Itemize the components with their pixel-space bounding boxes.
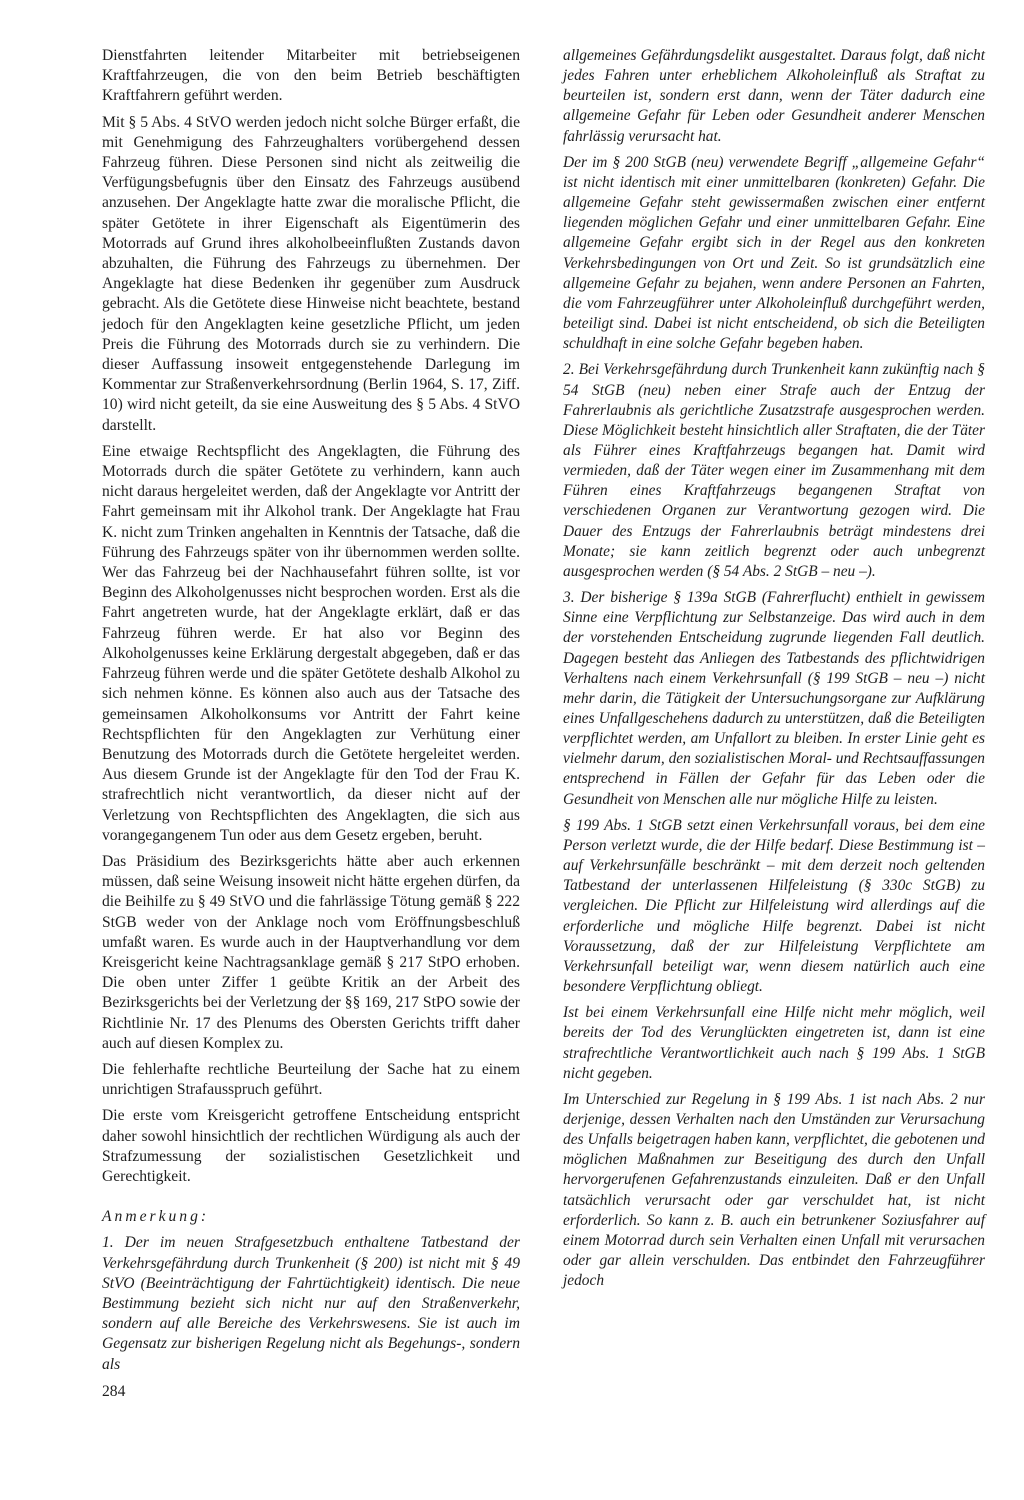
left-column — [102, 46, 520, 1381]
left-paragraph-4: Das Präsidium des Bezirksgerichts hätte aber auch erkennen müssen, daß seine Weisung insoweit nicht hätte ergehen dürfen, da die Beihilfe zu § 49 StVO und die fahrlässige Tötung gemäß § 222 StGB weder von der Anklage noch vom Eröffnungsbeschluß umfaßt waren. Es wurde auch in der Hauptverhandlung vor dem Kreisgericht keine Nachtragsanklage gemäß § 217 StPO erhoben. Die oben unter Ziffer 1 geübte Kritik an der Arbeit des Bezirksgerichts bei der Verletzung der §§ 169, 217 StPO sowie der Richtlinie Nr. 17 des Plenums des Obersten Gerichts trifft daher auch auf diesen Komplex zu. — [102, 852, 520, 1052]
left-paragraph-5: Die fehlerhafte rechtliche Beurteilung der Sache hat zu einem unrichtigen Strafausspruch geführt. — [102, 1060, 520, 1099]
right-paragraph-4: 3. Der bisherige § 139a StGB (Fahrerflucht) enthielt in gewissem Sinne eine Verpflichtung zur Selbstanzeige. Das wird auch in dem der vorstehenden Entscheidung zugrunde liegenden Fall deutlich. Dagegen besteht das Anliegen des Tatbestands des pflichtwidrigen Verhaltens nach einem Verkehrsunfall (§ 199 StGB – neu –) nicht mehr darin, die Tätigkeit der Untersuchungsorgane zur Aufklärung eines Unfallgeschehens dadurch zu unterstützen, daß die Beteiligten verpflichtet werden, am Unfallort zu bleiben. In erster Linie geht es vielmehr darum, den sozialistischen Moral- und Rechtsauffassungen entsprechend in Fällen der Gefahr für das Leben oder die Gesundheit von Menschen alle nur mögliche Hilfe zu leisten. — [563, 589, 985, 808]
left-paragraph-6: Die erste vom Kreisgericht getroffene Entscheidung entspricht daher sowohl hinsichtlich der rechtlichen Würdigung als auch der Strafzumessung der sozialistischen Gesetzlichkeit und Gerechtigkeit. — [102, 1107, 520, 1185]
annotation-heading: Anmerkung: — [102, 1208, 210, 1226]
left-paragraph-2: Mit § 5 Abs. 4 StVO werden jedoch nicht solche Bürger erfaßt, die mit Genehmigung des Fahrzeughalters vorübergehend dessen Fahrzeug führen. Diese Personen sind nicht als zeitweilig die Verfügungsbefugnis über den Einsatz des Fahrzeugs ausübend anzusehen. Der Angeklagte hatte zwar die moralische Pflicht, die später Getötete in ihrer Eigenschaft als Eigentümerin des Motorrads auf Grund ihres alkoholbeeinflußten Zustands davon abzuhalten, die Führung des Fahrzeugs zu übernehmen. Der Angeklagte hat diese Bedenken ihr gegenüber zum Ausdruck gebracht. Als die Getötete diese Hinweise nicht beachtete, bestand jedoch für den Angeklagten keine gesetzliche Pflicht, um jeden Preis die Führung des Motorrads durch sie zu verhindern. Die dieser Auffassung insoweit entgegenstehende Darlegung im Kommentar zur Straßenverkehrsordnung (Berlin 1964, S. 17, Ziff. 10) wird nicht geteilt, da sie eine Ausweitung des § 5 Abs. 4 StVO darstellt. — [102, 113, 520, 434]
right-paragraph-7: Im Unterschied zur Regelung in § 199 Abs. 1 ist nach Abs. 2 nur derjenige, dessen Verhalten nach den Umständen zur Verursachung des Unfalls beigetragen haben kann, verpflichtet, die gebotenen und möglichen Maßnahmen zur Beseitigung des durch den Unfall hervorgerufenen Gefahrenzustands einzuleiten. Daß er den Unfall tatsächlich verursacht oder gar verschuldet hat, ist nicht erforderlich. So kann z. B. auch ein betrunkener Soziusfahrer auf einem Motorrad durch sein Verhalten einen Unfall mit verursachen oder gar allein verschulden. Das entbindet den Fahrzeugführer jedoch — [563, 1090, 985, 1290]
page-number: 284 — [102, 1383, 126, 1400]
left-paragraph-1: Dienstfahrten leitender Mitarbeiter mit betriebseigenen Kraftfahrzeugen, die von den beim Betrieb beschäftigten Kraftfahrern geführt werden. — [102, 47, 520, 105]
right-paragraph-2: Der im § 200 StGB (neu) verwendete Begriff „allgemeine Gefahr“ ist nicht identisch mit einer unmittelbaren (konkreten) Gefahr. Die allgemeine Gefahr steht gewissermaßen zwischen einer entfernt liegenden möglichen Gefahr und einer unmittelbaren Gefahr. Eine allgemeine Gefahr ergibt sich in der Regel aus den konkreten Verkehrsbedingungen von Ort und Zeit. So ist grundsätzlich eine allgemeine Gefahr zu bejahen, wenn andere Personen an Fahrten, die vom Fahrzeugführer unter Alkoholeinfluß durchgeführt werden, beteiligt sind. Dabei ist nicht entscheidend, ob sich die Beteiligten schuldhaft in eine solche Gefahr begeben haben. — [563, 153, 985, 353]
annotation-paragraph-1: 1. Der im neuen Strafgesetzbuch enthaltene Tatbestand der Verkehrsgefährdung durch Trunkenheit (§ 200) ist nicht mit § 49 StVO (Beeinträchtigung der Fahrtüchtigkeit) identisch. Die neue Bestimmung bezieht sich nicht nur auf den Straßenverkehr, sondern auf alle Bereiche des Verkehrswesens. Sie ist auch im Gegensatz zur bisherigen Regelung nicht als Begehungs-, sondern als — [102, 1234, 520, 1373]
section-gap — [102, 1193, 520, 1207]
right-paragraph-5: § 199 Abs. 1 StGB setzt einen Verkehrsunfall voraus, bei dem eine Person verletzt wurde, die der Hilfe bedarf. Diese Bestimmung ist – auf Verkehrsunfälle beschränkt – mit dem derzeit noch geltenden Tatbestand der unterlassenen Hilfeleistung (§ 330c StGB) zu vergleichen. Die Pflicht zur Hilfeleistung wird allerdings auf die erforderliche und mögliche Hilfe begrenzt. Dabei ist nicht Voraussetzung, daß der zur Hilfeleistung Verpflichtete am Verkehrsunfall beteiligt war, wenn diesem natürlich auch eine besondere Verpflichtung obliegt. — [563, 816, 985, 996]
right-column — [563, 46, 985, 1297]
right-paragraph-6: Ist bei einem Verkehrsunfall eine Hilfe nicht mehr möglich, weil bereits der Tod des Verunglückten eingetreten ist, dann ist eine strafrechtliche Verantwortlichkeit auch nach § 199 Abs. 1 StGB nicht gegeben. — [563, 1004, 985, 1082]
right-paragraph-3: 2. Bei Verkehrsgefährdung durch Trunkenheit kann zukünftig nach § 54 StGB (neu) neben einer Strafe auch der Entzug der Fahrerlaubnis als gerichtliche Zusatzstrafe ausgesprochen werden. Diese Möglichkeit besteht hinsichtlich aller Straftaten, die der Täter als Führer eines Kraftfahrzeugs begangen hat. Damit wird vermieden, daß der Täter wegen einer im Zusammenhang mit dem Führen eines Kraftfahrzeugs begangenen Straftat von verschiedenen Organen zur Verantwortung gezogen wird. Die Dauer des Entzugs der Fahrerlaubnis beträgt mindestens drei Monate; sie kann zeitlich begrenzt oder auch unbegrenzt ausgesprochen werden (§ 54 Abs. 2 StGB – neu –). — [563, 361, 985, 580]
left-paragraph-3: Eine etwaige Rechtspflicht des Angeklagten, die Führung des Motorrads durch die später Getötete zu verhindern, kann auch nicht daraus hergeleitet werden, daß der Angeklagte vor Antritt der Fahrt gemeinsam mit ihr Alkohol trank. Der Angeklagte hat Frau K. nicht zum Trinken angehalten in Kenntnis der Tatsache, daß die Führung des Fahrzeugs später von ihr übernommen werden sollte. Wer das Fahrzeug bei der Nachhausefahrt führen sollte, ist vor Beginn des Alkoholgenusses nicht besprochen worden. Erst als die Fahrt angetreten wurde, hat der Angeklagte erklärt, daß er das Fahrzeug führen werde. Er hat also vor Beginn des Alkoholgenusses keine Erklärung dergestalt abgegeben, daß er das Fahrzeug führen werde und die später Getötete deshalb Alkohol zu sich nehmen könne. Es können also auch aus der Tatsache des gemeinsamen Alkoholkonsums vor Antritt der Fahrt keine Rechtspflichten für den Angeklagten zur Verhütung einer Benutzung des Motorrads durch die Getötete hergeleitet werden. Aus diesem Grunde ist der Angeklagte für den Tod der Frau K. strafrechtlich nicht verantwortlich, da dieser nicht auf der Verletzung von Rechtspflichten des Angeklagten, die sich aus vorangegangenem Tun oder aus dem Gesetz ergeben, beruht. — [102, 442, 520, 844]
right-paragraph-1: allgemeines Gefährdungsdelikt ausgestaltet. Daraus folgt, daß nicht jedes Fahren unter erheblichem Alkoholeinfluß als Straftat zu beurteilen ist, sondern erst dann, wenn der Täter dadurch eine allgemeine Gefahr für Leben oder Gesundheit anderer Menschen fahrlässig verursacht hat. — [563, 47, 985, 145]
